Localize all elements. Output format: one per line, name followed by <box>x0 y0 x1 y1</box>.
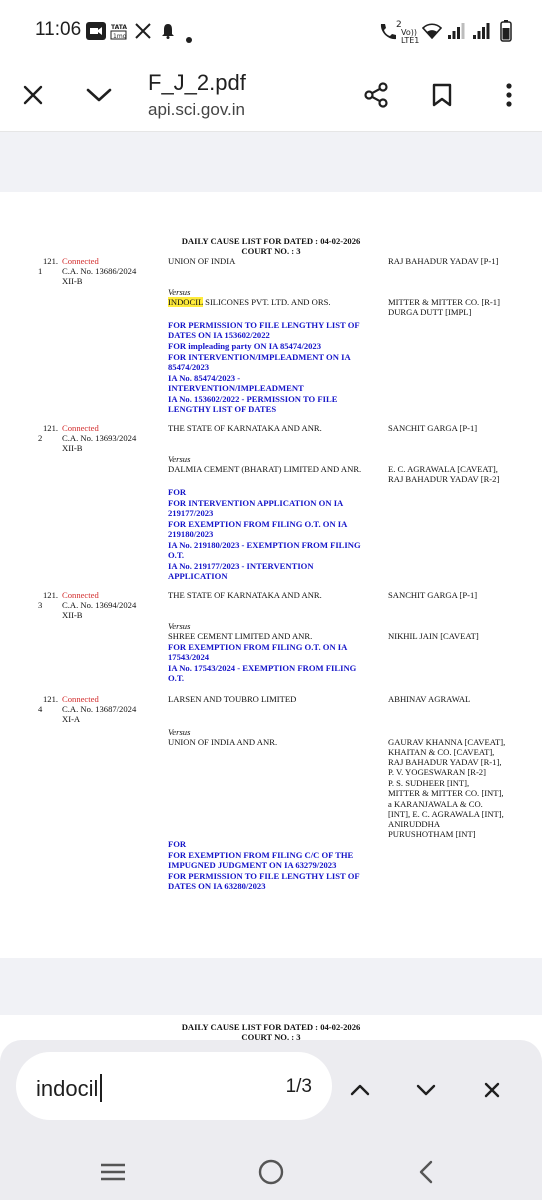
expand-button[interactable] <box>77 73 121 117</box>
close-icon <box>484 1082 500 1098</box>
respondent-advocate: P. S. SUDHEER [INT], <box>388 778 470 788</box>
remark-line: O.T. <box>168 673 185 683</box>
remark-line: FOR PERMISSION TO FILE LENGTHY LIST OF <box>168 320 360 330</box>
remark-line: 219177/2023 <box>168 508 214 518</box>
petitioner-name: UNION OF INDIA <box>168 256 236 266</box>
remark-line: FOR <box>168 839 187 849</box>
recents-button[interactable] <box>91 1152 135 1192</box>
respondent-advocate: MITTER & MITTER CO. [R-1] <box>388 297 500 307</box>
remark-line: 219180/2023 <box>168 529 214 539</box>
close-icon <box>22 84 44 106</box>
remark-line: FOR EXEMPTION FROM FILING O.T. ON IA <box>168 519 348 529</box>
remark-line: FOR <box>168 487 187 497</box>
back-button[interactable] <box>404 1152 448 1192</box>
respondent-name: UNION OF INDIA AND ANR. <box>168 737 278 747</box>
cause-list-title: DAILY CAUSE LIST FOR DATED : 04-02-2026 <box>181 1022 361 1032</box>
remark-line: IA No. 85474/2023 - <box>168 373 241 383</box>
respondent-advocate: E. C. AGRAWALA [CAVEAT], <box>388 464 498 474</box>
remark-line: 85474/2023 <box>168 362 210 372</box>
respondent-name: SHREE CEMENT LIMITED AND ANR. <box>168 631 313 641</box>
signal-2-icon <box>472 23 490 44</box>
file-source-url: api.sci.gov.in <box>148 100 246 119</box>
connected-label: Connected <box>62 694 99 704</box>
find-in-page-bar <box>0 1040 542 1144</box>
bookmark-icon <box>432 83 452 107</box>
case-number: C.A. No. 13694/2024 <box>62 600 137 610</box>
item-number: 121. <box>43 694 59 704</box>
notification-bell-icon <box>161 23 175 43</box>
petitioner-advocate: RAJ BAHADUR YADAV [P-1] <box>388 256 499 266</box>
share-button[interactable] <box>354 73 398 117</box>
remark-line: IA No. 219177/2023 - INTERVENTION <box>168 561 314 571</box>
respondent-advocate: MITTER & MITTER CO. [INT], <box>388 788 504 798</box>
court-number: COURT NO. : 3 <box>241 246 301 256</box>
status-bar <box>0 0 542 62</box>
text-cursor <box>100 1074 102 1102</box>
bench-code: XII-B <box>62 610 83 620</box>
petitioner-advocate: SANCHIT GARGA [P-1] <box>388 423 478 433</box>
chevron-down-icon <box>86 87 112 103</box>
bench-code: XII-B <box>62 276 83 286</box>
pdf-page-1 <box>0 192 542 958</box>
respondent-advocate: DURGA DUTT [IMPL] <box>388 307 472 317</box>
svg-text:1mg: 1mg <box>113 33 127 40</box>
respondent-advocate: NIKHIL JAIN [CAVEAT] <box>388 631 479 641</box>
find-query: indocil <box>36 1076 99 1101</box>
volte-label: Vo)) LTE1 <box>401 28 420 45</box>
bookmark-button[interactable] <box>420 73 464 117</box>
respondent-advocate: GAURAV KHANNA [CAVEAT], <box>388 737 506 747</box>
remark-line: INTERVENTION/IMPLEADMENT <box>168 383 304 393</box>
respondent-advocate: RAJ BAHADUR YADAV [R-1], <box>388 757 502 767</box>
close-button[interactable] <box>11 73 55 117</box>
app-bar <box>0 62 542 132</box>
more-options-button[interactable] <box>487 73 531 117</box>
remark-line: FOR impleading party ON IA 85474/2023 <box>168 341 322 351</box>
chevron-down-icon <box>416 1084 436 1096</box>
remark-line: FOR EXEMPTION FROM FILING O.T. ON IA <box>168 642 348 652</box>
versus-label: Versus <box>168 287 191 297</box>
remark-line: APPLICATION <box>168 571 228 581</box>
connected-label: Connected <box>62 256 99 266</box>
cause-list-title: DAILY CAUSE LIST FOR DATED : 04-02-2026 <box>181 236 361 246</box>
close-find-button[interactable] <box>470 1068 514 1112</box>
pdf-page-2 <box>0 1015 542 1040</box>
respondent-advocate: KHAITAN & CO. [CAVEAT], <box>388 747 495 757</box>
remark-line: O.T. <box>168 550 185 560</box>
respondent-name: INDOCIL SILICONES PVT. LTD. AND ORS. <box>168 297 331 307</box>
remark-line: DATES ON IA 63280/2023 <box>168 881 266 891</box>
back-icon <box>418 1160 434 1184</box>
connected-label: Connected <box>62 590 99 600</box>
petitioner-advocate: SANCHIT GARGA [P-1] <box>388 590 478 600</box>
remark-line: IMPUGNED JUDGMENT ON IA 63279/2023 <box>168 860 337 870</box>
respondent-advocate: P. V. YOGESWARAN [R-2] <box>388 767 486 777</box>
remark-line: 17543/2024 <box>168 652 210 662</box>
more-vert-icon <box>505 83 513 107</box>
versus-label: Versus <box>168 727 191 737</box>
respondent-advocate: PURUSHOTHAM [INT] <box>388 829 476 839</box>
share-icon <box>363 82 389 108</box>
recents-icon <box>100 1162 126 1182</box>
bench-code: XI-A <box>62 714 81 724</box>
dot-icon <box>186 28 192 47</box>
remark-line: IA No. 153602/2022 - PERMISSION TO FILE <box>168 394 338 404</box>
connected-label: Connected <box>62 423 99 433</box>
bench-code: XII-B <box>62 443 83 453</box>
remark-line: IA No. 219180/2023 - EXEMPTION FROM FILING <box>168 540 361 550</box>
item-sub-number: 1 <box>38 266 43 276</box>
remark-line: FOR INTERVENTION APPLICATION ON IA <box>168 498 344 508</box>
item-sub-number: 3 <box>38 600 43 610</box>
previous-match-button[interactable] <box>338 1068 382 1112</box>
tata-1mg-icon <box>110 22 128 44</box>
versus-label: Versus <box>168 454 191 464</box>
item-sub-number: 4 <box>38 704 43 714</box>
court-number: COURT NO. : 3 <box>241 1032 301 1040</box>
remark-line: FOR EXEMPTION FROM FILING C/C OF THE <box>168 850 354 860</box>
file-title: F_J_2.pdf <box>148 70 246 95</box>
respondent-advocate: RAJ BAHADUR YADAV [R-2] <box>388 474 500 484</box>
pdf-viewer[interactable] <box>0 132 542 1040</box>
search-highlight: INDOCIL <box>168 297 204 307</box>
video-call-icon <box>86 22 106 44</box>
remark-line: LENGTHY LIST OF DATES <box>168 404 277 414</box>
remark-line: DATES ON IA 153602/2022 <box>168 330 270 340</box>
item-number: 121. <box>43 423 59 433</box>
versus-label: Versus <box>168 621 191 631</box>
respondent-advocate: [INT], E. C. AGRAWALA [INT], <box>388 809 504 819</box>
petitioner-name: THE STATE OF KARNATAKA AND ANR. <box>168 423 322 433</box>
item-number: 121. <box>43 256 59 266</box>
wifi-icon <box>422 23 442 43</box>
item-number: 121. <box>43 590 59 600</box>
petitioner-advocate: ABHINAV AGRAWAL <box>388 694 471 704</box>
home-icon <box>258 1159 284 1185</box>
remark-line: FOR INTERVENTION/IMPLEADMENT ON IA <box>168 352 351 362</box>
chevron-up-icon <box>350 1084 370 1096</box>
remark-line: FOR PERMISSION TO FILE LENGTHY LIST OF <box>168 871 360 881</box>
respondent-name: DALMIA CEMENT (BHARAT) LIMITED AND ANR. <box>168 464 362 474</box>
match-counter: 1/3 <box>285 1076 312 1097</box>
case-number: C.A. No. 13693/2024 <box>62 433 137 443</box>
case-number: C.A. No. 13686/2024 <box>62 266 137 276</box>
signal-icon <box>447 23 465 44</box>
svg-text:TATA: TATA <box>111 24 128 31</box>
petitioner-name: LARSEN AND TOUBRO LIMITED <box>168 694 297 704</box>
battery-icon <box>500 20 512 46</box>
x-app-icon <box>135 23 151 43</box>
case-number: C.A. No. 13687/2024 <box>62 704 137 714</box>
status-time: 11:06 <box>35 19 82 40</box>
wifi-calling-icon <box>378 22 398 46</box>
home-button[interactable] <box>249 1152 293 1192</box>
find-query-wrap <box>36 1074 102 1102</box>
sim-slot-label: 2 <box>396 20 402 30</box>
next-match-button[interactable] <box>404 1068 448 1112</box>
remark-line: IA No. 17543/2024 - EXEMPTION FROM FILING <box>168 663 357 673</box>
respondent-advocate: ANIRUDDHA <box>388 819 441 829</box>
item-sub-number: 2 <box>38 433 43 443</box>
system-navigation-bar <box>0 1144 542 1200</box>
petitioner-name: THE STATE OF KARNATAKA AND ANR. <box>168 590 322 600</box>
respondent-advocate: a KARANJAWALA & CO. <box>388 799 483 809</box>
find-input[interactable] <box>16 1052 332 1120</box>
